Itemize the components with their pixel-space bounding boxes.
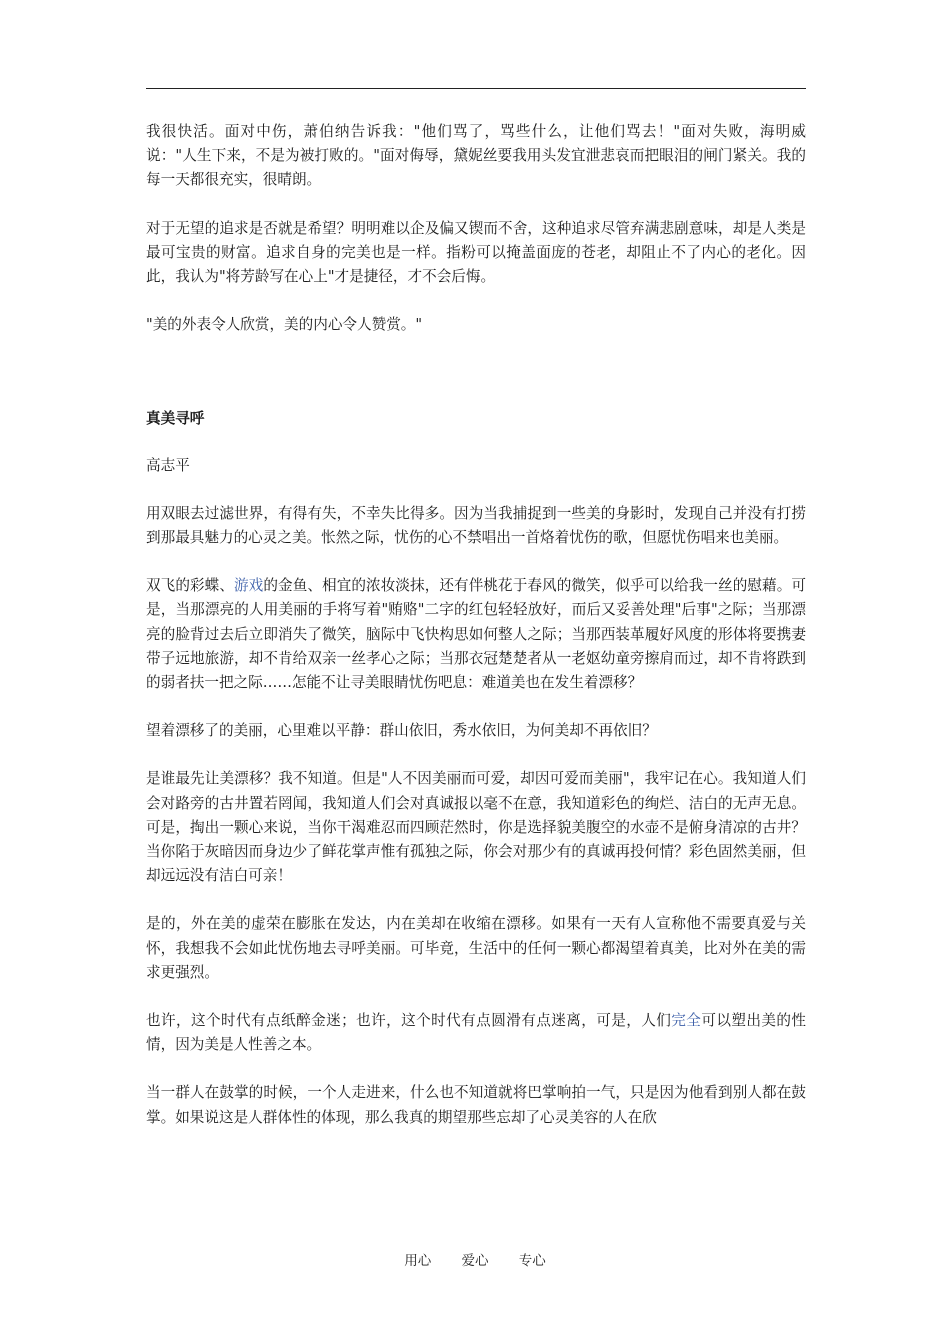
quote-paragraph: "美的外表令人欣赏，美的内心令人赞赏。" [146,316,423,334]
paragraph-text: 双飞的彩蝶、 [146,577,235,595]
paragraph: 是的，外在美的虚荣在膨胀在发达，内在美却在收缩在漂移。如果有一天有人宣称他不需要真爱与关怀，我想我不会如此忧伤地去寻呼美丽。可毕竟，生活中的任何一颗心都渴望着真美，比对外在美的需求更强烈。 [146,915,806,981]
paragraph-text: 也许，这个时代有点纸醉金迷；也许，这个时代有点圆滑有点迷离，可是，人们 [146,1012,672,1030]
paragraph-text: 的金鱼、相宜的浓妆淡抹，还有伴桃花于春风的微笑，似乎可以给我一丝的慰藉。可是，当那漂亮的人用美丽的手将写着"贿赂"二字的红包轻轻放好，而后又妥善处理"后事"之际；当那漂亮的脸背过去后立即消失了微笑，脑际中飞快构思如何整人之际；当那西装革履好风度的形体将要携妻带子远地旅游，却不肯给双亲一丝孝心之际；当那衣冠楚楚者从一老妪幼童旁擦肩而过，却不肯将跌到的弱者扶一把之际……怎能不让寻美眼睛忧伤吧息：难道美也在发生着漂移？ [146,577,806,692]
page-footer [0,1249,950,1269]
paragraph: 用双眼去过滤世界，有得有失，不幸失比得多。因为当我捕捉到一些美的身影时，发现自己并没有打捞到那最具魅力的心灵之美。怅然之际，忧伤的心不禁唱出一首烙着忧伤的歌，但愿忧伤唱来也美丽。 [146,504,806,547]
paragraph-text: 可以塑出美的性情，因为美是人性善之本。 [146,1012,806,1054]
footer-text: 用心 [404,1253,432,1269]
youxi-link[interactable]: 游戏 [234,577,264,595]
paragraph: 我很快活。面对中伤，萧伯纳告诉我："他们骂了，骂些什么，让他们骂去！"面对失败，海明威说："人生下来，不是为被打败的。"面对侮辱，黛妮丝要我用头发宜泄悲哀而把眼泪的闸门紧关。我的每一天都很充实，很晴朗。 [146,123,806,189]
header-rule [146,88,806,89]
section-title: 真美寻呼 [146,410,205,428]
page-content [146,120,806,1154]
paragraph: 是谁最先让美漂移？我不知道。但是"人不因美丽而可爱，却因可爱而美丽"，我牢记在心。我知道人们会对路旁的古井置若罔闻，我知道人们会对真诚报以毫不在意，我知道彩色的绚烂、洁白的无声无息。可是，掏出一颗心来说，当你干渴难忍而四顾茫然时，你是选择貌美腹空的水壶不是俯身清凉的古井？当你陷于灰暗因而身边少了鲜花掌声惟有孤独之际，你会对那少有的真诚再投何情？彩色固然美丽，但却远远没有洁白可亲！ [146,770,806,885]
paragraph: 对于无望的追求是否就是希望？明明难以企及偏又锲而不舍，这种追求尽管弃满悲剧意味，却是人类是最可宝贵的财富。追求自身的完美也是一样。指粉可以掩盖面庞的苍老，却阻止不了内心的老化。因此，我认为"将芳龄写在心上"才是捷径，才不会后悔。 [146,219,806,286]
footer-text: 专心 [518,1253,546,1269]
author-name: 高志平 [146,456,190,474]
paragraph: 当一群人在鼓掌的时候，一个人走进来，什么也不知道就将巴掌响拍一气，只是因为他看到别人都在鼓掌。如果说这是人群体性的体现，那么我真的期望那些忘却了心灵美容的人在欣 [146,1084,806,1126]
paragraph [146,1009,806,1057]
paragraph: 望着漂移了的美丽，心里难以平静：群山依旧，秀水依旧，为何美却不再依旧？ [146,722,657,740]
wanquan-link[interactable]: 完全 [671,1012,702,1030]
paragraph [146,574,806,695]
footer-text: 爱心 [461,1253,489,1269]
